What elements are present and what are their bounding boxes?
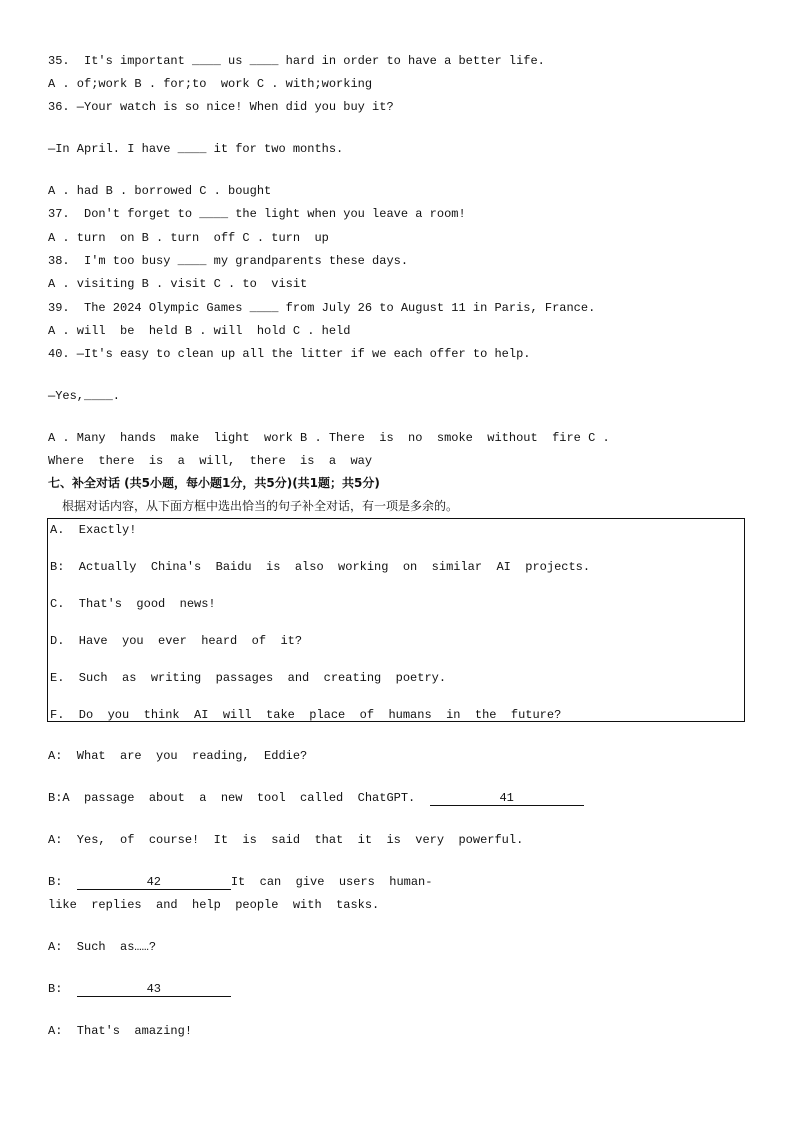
section-heading: 七、补全对话 (共5小题，每小题1分，共5分)(共1题；共5分) [48,476,380,490]
q37-options: A . turn on B . turn off C . turn up [48,231,329,245]
answer-blank-41[interactable]: 41 [430,791,584,806]
q36-options: A . had B . borrowed C . bought [48,184,272,198]
dialogue-line-5: like replies and help people with tasks. [48,898,380,912]
dialogue-line-6: A: Such as……? [48,940,157,954]
choice-d: D. Have you ever heard of it? [50,634,303,648]
q35-options: A . of;work B . for;to work C . with;working [48,77,373,91]
q40-reply: —Yes,____. [48,389,121,403]
choice-c: C. That's good news! [50,597,216,611]
q40-text: 40. —It's easy to clean up all the litter if we each offer to help. [48,347,531,361]
q38-options: A . visiting B . visit C . to visit [48,277,308,291]
q40-options-line2: Where there is a will, there is a way [48,454,373,468]
q36-reply: —In April. I have ____ it for two months. [48,142,344,156]
choice-e: E. Such as writing passages and creating poetry. [50,671,447,685]
answer-blank-42[interactable]: 42 [77,875,231,890]
choice-f: F. Do you think AI will take place of humans in the future? [50,708,562,722]
choice-b: B: Actually China's Baidu is also working on similar AI projects. [50,560,591,574]
q38-text: 38. I'm too busy ____ my grandparents these days. [48,254,409,268]
dialogue-line-7: B: 43 [48,981,231,997]
q35-text: 35. It's important ____ us ____ hard in order to have a better life. [48,54,545,68]
dialogue-line-2: B:A passage about a new tool called ChatGPT. 41 [48,790,584,806]
dialogue-line-1: A: What are you reading, Eddie? [48,749,308,763]
dialogue-line-4: B: 42 It can give users human- [48,875,433,889]
q39-text: 39. The 2024 Olympic Games ____ from July 26 to August 11 in Paris, France. [48,301,596,315]
dialogue-line-3: A: Yes, of course! It is said that it is very powerful. [48,833,524,847]
choices-box [47,518,745,722]
choice-a: A. Exactly! [50,523,137,537]
answer-blank-43[interactable]: 43 [77,982,231,997]
section-instruction: 根据对话内容，从下面方框中选出恰当的句子补全对话，有一项是多余的。 [62,499,459,513]
q39-options: A . will be held B . will hold C . held [48,324,351,338]
q36-text: 36. —Your watch is so nice! When did you buy it? [48,100,394,114]
q37-text: 37. Don't forget to ____ the light when you leave a room! [48,207,466,221]
q40-options-line1: A . Many hands make light work B . There is no smoke without fire C . [48,431,610,445]
dialogue-line-8: A: That's amazing! [48,1024,193,1038]
